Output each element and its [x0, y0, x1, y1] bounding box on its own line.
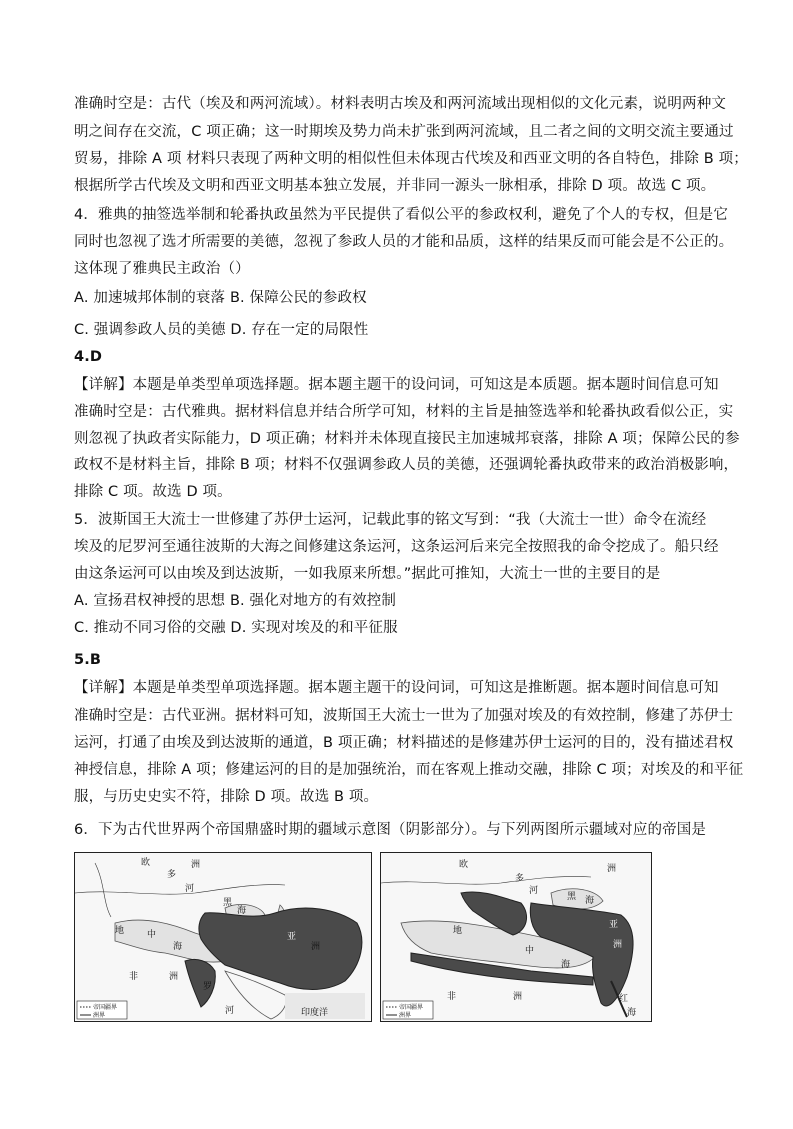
map2-label-ya: 亚 [609, 920, 619, 930]
question-6-maps [74, 852, 652, 1022]
map2-label-zhou: 洲 [613, 940, 623, 950]
question-4-stem-line-1: 4．雅典的抽签选举制和轮番执政虽然为平民提供了看似公平的参政权利，避免了个人的专权，但是它 [74, 207, 728, 223]
question-4-stem-line-2: 同时也忽视了选才所需要的美德，忽视了参政人员的才能和品质，这样的结果反而可能会是不公正的。 [74, 234, 734, 250]
map2-label-zhou2: 洲 [513, 992, 523, 1002]
map1-legend-continent: 洲界 [93, 1012, 106, 1019]
map1-label-europe2: 洲 [191, 860, 201, 870]
question-4-explanation-line-1: 【详解】本题是单类型单项选择题。据本题主题干的设问词，可知这是本质题。据本题时间信息可知 [74, 377, 719, 393]
map2-label-zhong: 中 [525, 946, 535, 956]
question-5-stem-line-1: 5．波斯国王大流士一世修建了苏伊士运河，记载此事的铭文写到：“我（大流士一世）命令在流经 [74, 512, 707, 528]
question-5-explanation-line-2: 准确时空是：古代亚洲。据材料可知，波斯国王大流士一世为了加强对埃及的有效控制，修建了苏伊士 [74, 708, 734, 724]
question-4-options-cd: C. 强调参政人员的美德 D. 存在一定的局限性 [74, 322, 369, 338]
map2-label-europe: 欧 [459, 860, 469, 870]
map2-label-europe2: 洲 [607, 864, 617, 874]
map1-label-ya: 亚 [287, 932, 297, 942]
empire-map-2 [380, 852, 652, 1022]
map2-label-hei: 黑 [567, 892, 577, 902]
map1-label-duo: 多 [167, 870, 177, 880]
question-4-explanation-line-4: 政权不是材料主旨，排除 B 项；材料不仅强调参政人员的美德，还强调轮番执政带来的政治消极影响， [74, 457, 739, 473]
paragraph-1-line-1: 准确时空是：古代（埃及和两河流域）。材料表明古埃及和两河流域出现相似的文化元素，说明两种文 [74, 96, 726, 112]
question-4-explanation-line-5: 排除 C 项。故选 D 项。 [74, 484, 232, 500]
paragraph-1-line-3: 贸易，排除 A 项 材料只表现了两种文明的相似性但未体现古代埃及和西亚文明的各自特色，排除 B 项； [74, 151, 748, 167]
question-5-stem-line-3: 由这条运河可以由埃及到达波斯，一如我原来所想。”据此可推知，大流士一世的主要目的是 [74, 566, 661, 582]
empire-map-2-graphic [381, 853, 651, 1021]
question-5-explanation-line-4: 神授信息，排除 A 项；修建运河的目的是加强统治，而在客观上推动交融，排除 C 项；对埃及的和平征 [74, 762, 744, 778]
map1-label-he2: 河 [225, 1006, 235, 1016]
map1-label-europe: 欧 [141, 858, 151, 868]
map2-label-hai2: 海 [561, 960, 571, 970]
question-5-explanation-line-3: 运河，打通了由埃及到达波斯的通道，B 项正确；材料描述的是修建苏伊士运河的目的，没有描述君权 [74, 735, 734, 751]
map1-label-zhou2: 洲 [169, 972, 179, 982]
map1-legend-empire: 帝国疆界 [93, 1004, 118, 1011]
question-5-explanation-line-5: 服，与历史史实不符，排除 D 项。故选 B 项。 [74, 789, 379, 805]
map2-legend-continent: 洲界 [399, 1012, 412, 1019]
map2-label-he: 河 [529, 886, 539, 896]
map1-label-hai: 海 [237, 906, 247, 916]
paragraph-1-line-2: 明之间存在交流，C 项正确；这一时期埃及势力尚未扩张到两河流域，且二者之间的文明交流主要通过 [74, 124, 734, 140]
map1-label-zhou: 洲 [311, 942, 321, 952]
map2-label-duo: 多 [515, 874, 525, 884]
map1-label-india: 印度洋 [301, 1008, 329, 1018]
question-4-options-ab: A. 加速城邦体制的衰落 B. 保障公民的参政权 [74, 290, 367, 306]
map1-label-hai2: 海 [173, 942, 183, 952]
question-4-explanation-line-3: 则忽视了执政者实际能力，D 项正确；材料并未体现直接民主加速城邦衰落，排除 A 项；保障公民的参 [74, 431, 740, 447]
map2-label-hong: 红 [619, 994, 629, 1004]
map2-label-fei: 非 [447, 992, 457, 1002]
map1-label-hei: 黑 [223, 898, 233, 908]
question-5-options-cd: C. 推动不同习俗的交融 D. 实现对埃及的和平征服 [74, 620, 398, 636]
paragraph-1-line-4: 根据所学古代埃及文明和西亚文明基本独立发展，并非同一源头一脉相承，排除 D 项。故选 C 项。 [74, 178, 716, 194]
map1-label-di: 地 [115, 926, 125, 936]
map1-label-zhong: 中 [147, 930, 157, 940]
question-6-stem: 6．下为古代世界两个帝国鼎盛时期的疆域示意图（阴影部分）。与下列两图所示疆域对应的帝国是 [74, 822, 707, 838]
question-5-stem-line-2: 埃及的尼罗河至通往波斯的大海之间修建这条运河，这条运河后来完全按照我的命令挖成了。船只经 [74, 539, 719, 555]
empire-map-1 [74, 852, 372, 1022]
map2-label-di: 地 [453, 926, 463, 936]
map1-label-fei: 非 [129, 972, 139, 982]
empire-map-1-graphic [75, 853, 371, 1021]
map1-label-luo: 罗 [203, 982, 213, 992]
question-5-answer: 5.B [74, 652, 102, 668]
question-4-answer: 4.D [74, 349, 103, 365]
question-4-explanation-line-2: 准确时空是：古代雅典。据材料信息并结合所学可知，材料的主旨是抽签选举和轮番执政看似公正，实 [74, 404, 734, 420]
map2-label-hai: 海 [585, 896, 595, 906]
map1-label-he: 河 [185, 884, 195, 894]
map2-label-hai3: 海 [627, 1008, 637, 1018]
map2-legend-empire: 帝国疆界 [399, 1004, 424, 1011]
question-5-explanation-line-1: 【详解】本题是单类型单项选择题。据本题主题干的设问词，可知这是推断题。据本题时间信息可知 [74, 680, 719, 696]
question-5-options-ab: A. 宣扬君权神授的思想 B. 强化对地方的有效控制 [74, 593, 397, 609]
question-4-stem-line-3: 这体现了雅典民主政治（） [74, 261, 250, 277]
